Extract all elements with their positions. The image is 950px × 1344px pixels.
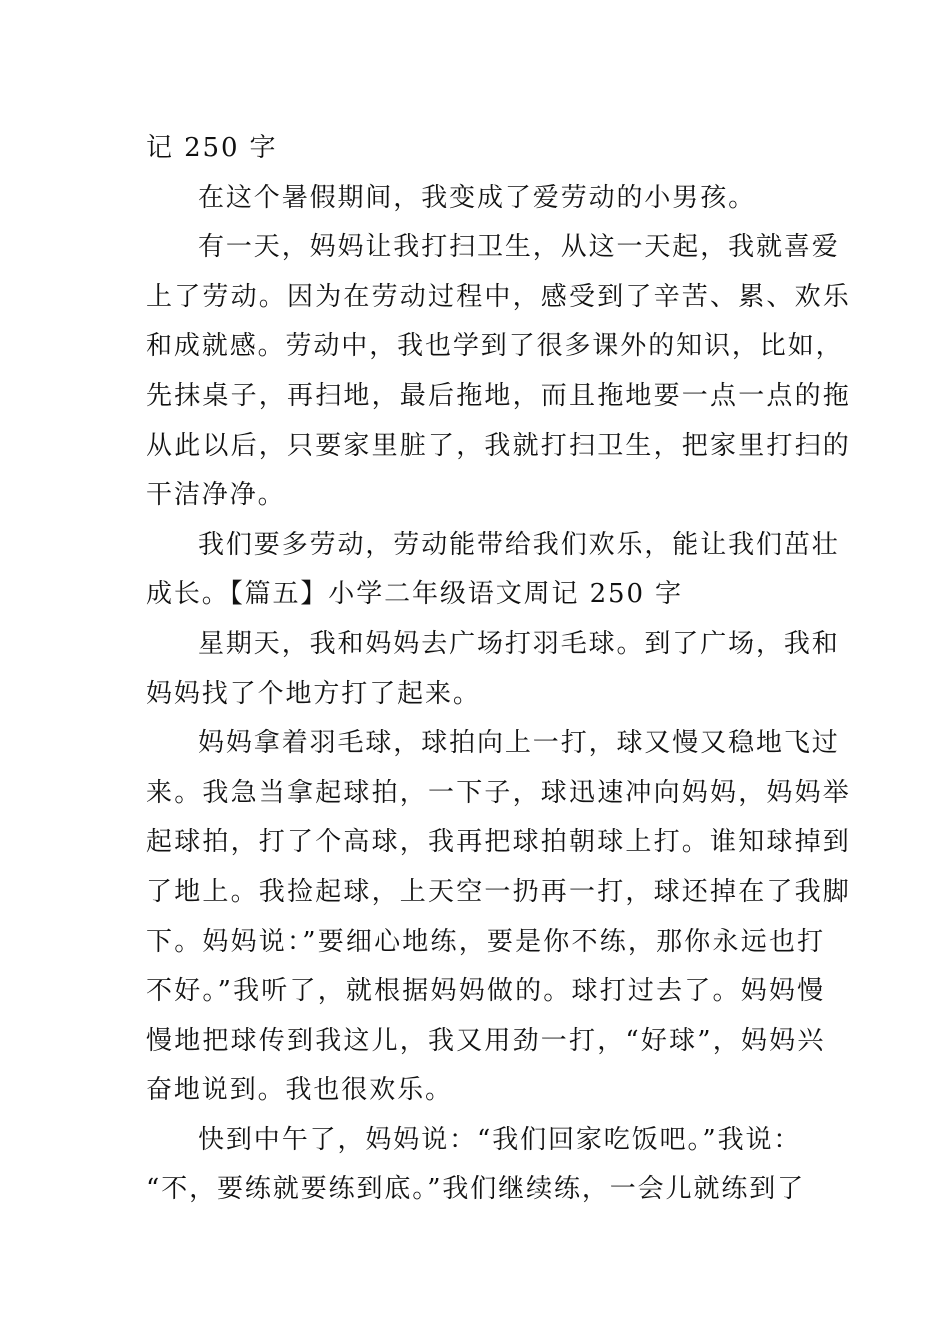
paragraph-first-line: 星期天，我和妈妈去广场打羽毛球。到了广场，我和: [198, 628, 840, 659]
text-line: 妈妈找了个地方打了起来。: [146, 678, 481, 709]
text-line: 奋地说到。我也很欢乐。: [146, 1075, 453, 1106]
text-line: 和成就感。劳动中，我也学到了很多课外的知识，比如，: [146, 331, 844, 362]
text-line: 上了劳动。因为在劳动过程中，感受到了辛苦、累、欢乐: [146, 281, 852, 312]
text-line: 起球拍，打了个高球，我再把球拍朝球上打。谁知球掉到: [146, 827, 852, 858]
text-line: 记 250 字: [146, 133, 278, 163]
text-line: 了地上。我捡起球，上天空一扔再一打，球还掉在了我脚: [146, 876, 852, 907]
text-line: 从此以后，只要家里脏了，我就打扫卫生，把家里打扫的: [146, 430, 852, 461]
paragraph-first-line: 妈妈拿着羽毛球，球拍向上一打，球又慢又稳地飞过: [198, 728, 840, 759]
text-line: 干洁净净。: [146, 480, 286, 511]
paragraph-first-line: 在这个暑假期间，我变成了爱劳动的小男孩。: [198, 182, 757, 213]
paragraph-first-line: 我们要多劳动，劳动能带给我们欢乐，能让我们茁壮: [198, 529, 840, 560]
paragraph-first-line: 快到中午了，妈妈说：“我们回家吃饭吧。”我说：: [198, 1124, 802, 1155]
text-line: 来。我急当拿起球拍，一下子，球迅速冲向妈妈，妈妈举: [146, 777, 852, 808]
text-line: “不，要练就要练到底。”我们继续练，一会儿就练到了: [146, 1174, 806, 1205]
text-line: 不好。”我听了，就根据妈妈做的。球打过去了。妈妈慢: [146, 976, 826, 1007]
text-line: 先抹桌子，再扫地，最后拖地，而且拖地要一点一点的拖: [146, 380, 852, 411]
text-line: 慢地把球传到我这儿，我又用劲一打，“好球”，妈妈兴: [146, 1025, 826, 1056]
text-line: 成长。【篇五】小学二年级语文周记 250 字: [146, 579, 683, 610]
text-line: 下。妈妈说：”要细心地练，要是你不练，那你永远也打: [146, 926, 826, 957]
paragraph-first-line: 有一天，妈妈让我打扫卫生，从这一天起，我就喜爱: [198, 232, 840, 263]
document-body: [146, 124, 852, 1215]
